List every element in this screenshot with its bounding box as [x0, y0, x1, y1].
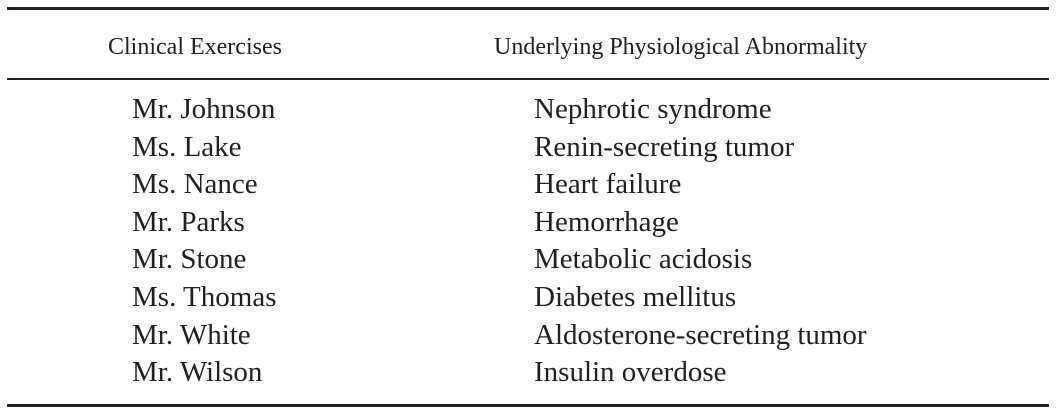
table-header-rule — [7, 78, 1049, 80]
abnormality: Metabolic acidosis — [534, 243, 753, 276]
abnormality: Heart failure — [534, 168, 682, 201]
patient-name: Ms. Thomas — [132, 280, 277, 313]
patient-name: Mr. Stone — [132, 243, 247, 276]
patient-name: Mr. White — [132, 318, 251, 351]
table-row — [0, 204, 1057, 242]
table-row — [0, 91, 1057, 129]
patient-name: Mr. Johnson — [132, 93, 276, 125]
column-header-clinical-exercises: Clinical Exercises — [108, 34, 282, 60]
table-row — [0, 129, 1057, 167]
table-row — [0, 279, 1057, 317]
abnormality: Diabetes mellitus — [534, 280, 737, 313]
table-row — [0, 317, 1057, 355]
table-row — [0, 166, 1057, 204]
abnormality: Aldosterone-secreting tumor — [534, 318, 867, 351]
table-body — [0, 91, 1057, 392]
table-bottom-rule — [7, 404, 1049, 407]
table-row — [0, 354, 1057, 392]
patient-name: Ms. Lake — [132, 130, 242, 163]
abnormality: Hemorrhage — [534, 205, 679, 238]
patient-name: Mr. Parks — [132, 205, 245, 238]
patient-name: Mr. Wilson — [132, 356, 263, 389]
table-row — [0, 241, 1057, 279]
table-top-rule — [7, 7, 1049, 10]
patient-name: Ms. Nance — [132, 168, 258, 201]
abnormality: Renin-secreting tumor — [534, 130, 795, 163]
abnormality: Insulin overdose — [534, 356, 727, 389]
column-header-physiological-abnormality: Underlying Physiological Abnormality — [494, 34, 868, 60]
abnormality: Nephrotic syndrome — [534, 93, 772, 125]
